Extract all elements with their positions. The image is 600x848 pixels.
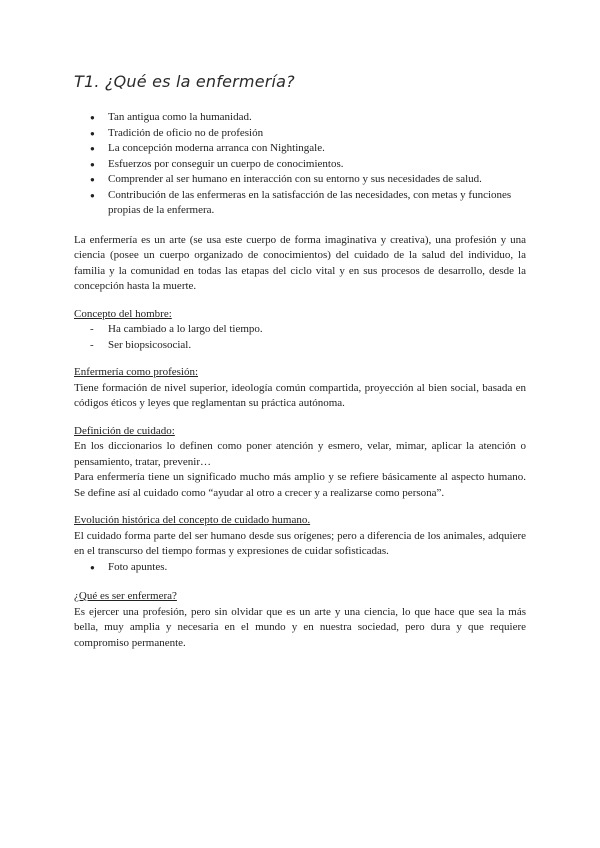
section-heading-cuidado: Definición de cuidado: bbox=[74, 424, 175, 437]
section-heading-ser-enfermera: ¿Qué es ser enfermera? bbox=[74, 590, 177, 602]
intro-bullet-list bbox=[74, 110, 526, 219]
profesion-paragraph: Tiene formación de nivel superior, ideología común compartida, proyección al bien social, basada en códigos éticos y leyes que reglamentan su práctica autónoma. bbox=[74, 381, 526, 409]
list-item: ● La concepción moderna arranca con Nightingale. bbox=[92, 141, 526, 157]
cuidado-paragraph-2: Para enfermería tiene un significado mucho más amplio y se refiere básicamente al aspecto humano. Se define así al cuidado como “ayudar al otro a crecer y a realizarse como persona”. bbox=[74, 471, 526, 499]
hombre-list bbox=[74, 322, 526, 353]
ser-enfermera-paragraph: Es ejercer una profesión, pero sin olvidar que es un arte y una ciencia, lo que hace que sea la más bella, muy amplia y necesaria en el mundo y en nuestra sociedad, pero dura y que requiere compromiso permanente. bbox=[74, 605, 526, 649]
list-item: - Ha cambiado a lo largo del tiempo. bbox=[90, 322, 526, 338]
list-item: ● Contribución de las enfermeras en la satisfacción de las necesidades, con metas y funciones propias de la enfermera. bbox=[92, 188, 526, 219]
evolucion-paragraph: El cuidado forma parte del ser humano desde sus orígenes; pero a diferencia de los animales, adquiere en el transcurso del tiempo formas y expresiones de cuidar sofisticadas. bbox=[74, 529, 526, 557]
cuidado-paragraph-1: En los diccionarios lo definen como poner atención y esmero, velar, mimar, aplicar la atención o pensamiento, tratar, prevenir… bbox=[74, 440, 526, 468]
list-item: - Ser biopsicosocial. bbox=[90, 338, 526, 354]
list-item: ● Foto apuntes. bbox=[92, 560, 526, 576]
intro-paragraph: La enfermería es un arte (se usa este cuerpo de forma imaginativa y creativa), una profesión y una ciencia (posee un cuerpo organizado de conocimientos) del cuidado de la salud del individuo, la familia y la comunidad en todas las etapas del ciclo vital y en sus procesos de desarrollo, desde la concepción hasta la muerte. bbox=[74, 233, 526, 292]
page-title: T1. ¿Qué es la enfermería? bbox=[74, 72, 295, 91]
list-item: ● Tradición de oficio no de profesión bbox=[92, 126, 526, 142]
section-heading-profesion: Enfermería como profesión: bbox=[74, 366, 199, 378]
list-item: ● Comprender al ser humano en interacción con su entorno y sus necesidades de salud. bbox=[92, 172, 526, 188]
section-heading-evolucion: Evolución histórica del concepto de cuidado humano. bbox=[74, 514, 311, 526]
list-item: ● Esfuerzos por conseguir un cuerpo de conocimientos. bbox=[92, 157, 526, 173]
evolucion-bullet-list bbox=[74, 560, 526, 576]
section-heading-hombre: Concepto del hombre: bbox=[74, 307, 172, 320]
list-item: ● Tan antigua como la humanidad. bbox=[92, 110, 526, 126]
